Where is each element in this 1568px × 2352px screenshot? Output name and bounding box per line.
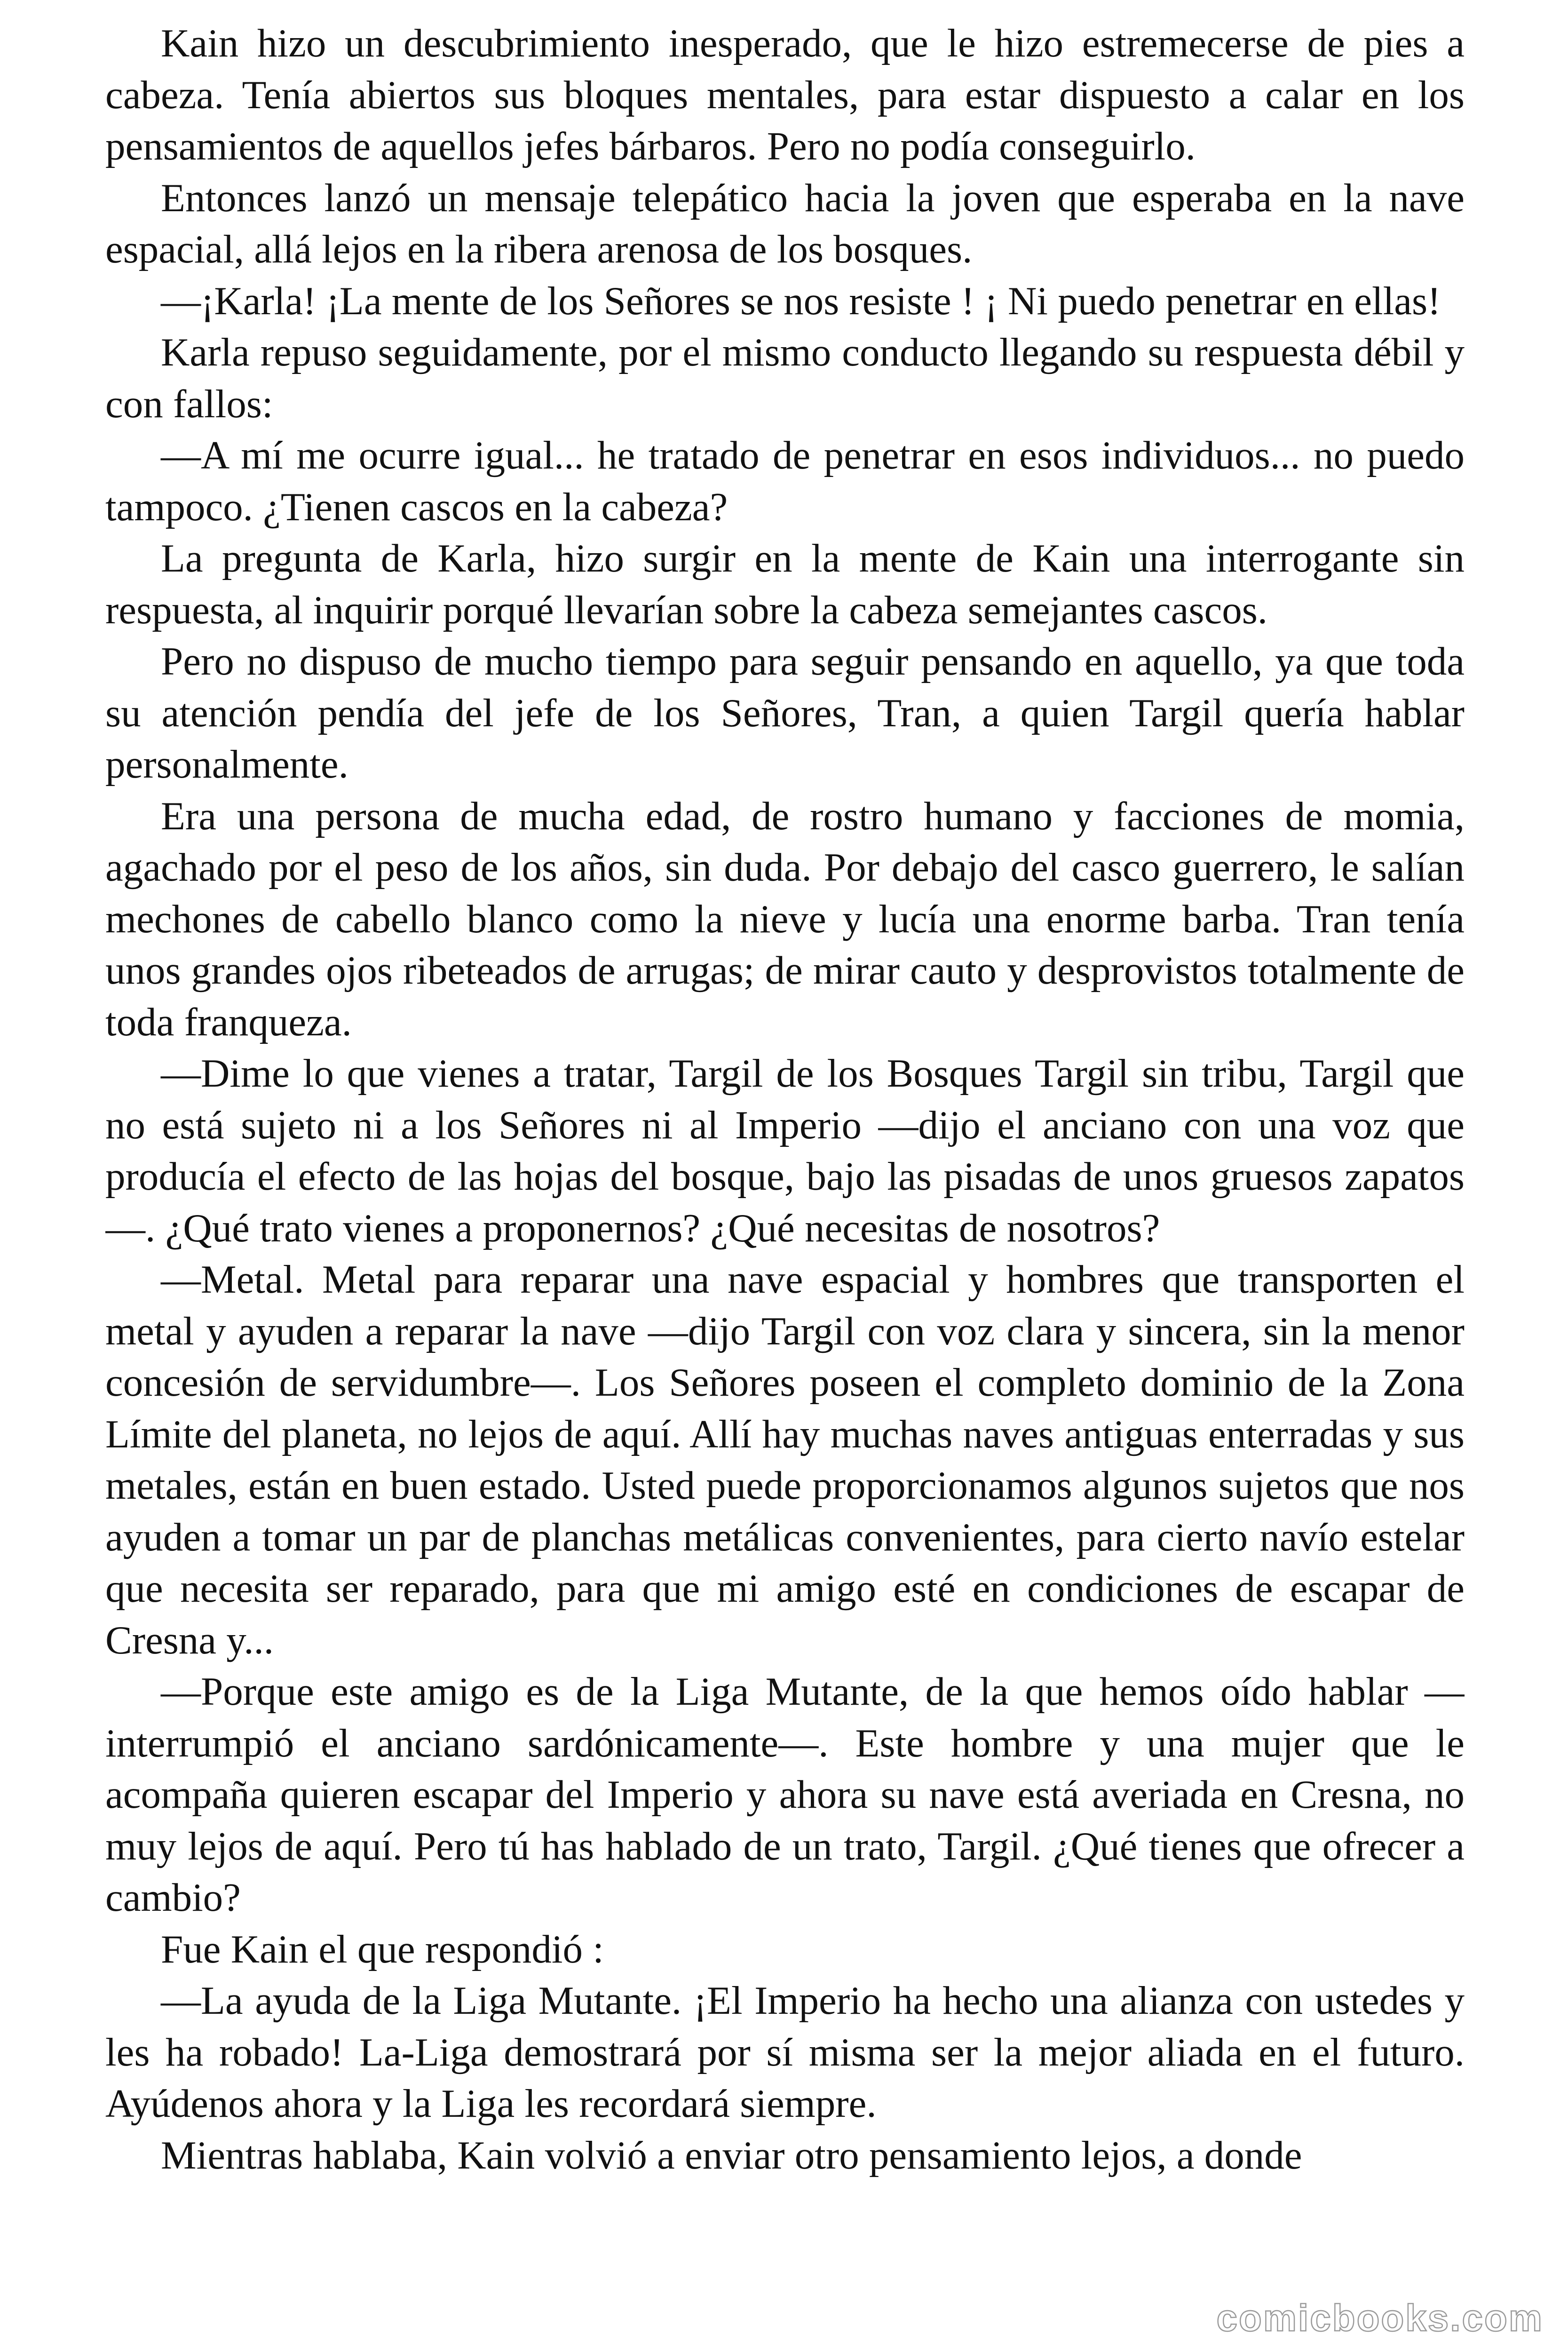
paragraph: La pregunta de Karla, hizo surgir en la mente de Kain una interrogante sin respuesta, al inquirir porqué llevarían sobre la cabeza semejantes cascos.	[105, 536, 1465, 632]
paragraph: —Porque este amigo es de la Liga Mutante, de la que hemos oído hablar —interrumpió el anciano sardónicamente—. Este hombre y una mujer que le acompaña quieren escapar del Imperio y ahora su nave está averiada en Cresna, no muy lejos de aquí. Pero tú has hablado de un trato, Targil. ¿Qué tienes que ofrecer a cambio?	[105, 1669, 1465, 1920]
paragraph: Era una persona de mucha edad, de rostro humano y facciones de momia, agachado por el peso de los años, sin duda. Por debajo del casco guerrero, le salían mechones de cabello blanco como la nieve y lucía una enorme barba. Tran tenía unos grandes ojos ribeteados de arrugas; de mirar cauto y desprovistos totalmente de toda franqueza.	[105, 794, 1465, 1044]
watermark: comicbooks.com	[1216, 2297, 1544, 2339]
paragraph: Entonces lanzó un mensaje telepático hacia la joven que esperaba en la nave espacial, allá lejos en la ribera arenosa de los bosques.	[105, 175, 1465, 271]
paragraph: —¡Karla! ¡La mente de los Señores se nos resiste ! ¡ Ni puedo penetrar en ellas!	[161, 278, 1441, 323]
paragraph: —Metal. Metal para reparar una nave espacial y hombres que transporten el metal y ayuden a reparar la nave —dijo Targil con voz clara y sincera, sin la menor concesión de servidumbre—. Los Señores poseen el completo dominio de la Zona Límite del planeta, no lejos de aquí. Allí hay muchas naves antiguas enterradas y sus metales, están en buen estado. Usted puede proporcionamos algunos sujetos que nos ayuden a tomar un par de planchas metálicas convenientes, para cierto navío estelar que necesita ser reparado, para que mi amigo esté en condiciones de escapar de Cresna y...	[105, 1257, 1465, 1662]
paragraph: —A mí me ocurre igual... he tratado de penetrar en esos individuos... no puedo tampoco. ¿Tienen cascos en la cabeza?	[105, 433, 1465, 529]
paragraph: Pero no dispuso de mucho tiempo para seguir pensando en aquello, ya que toda su atención pendía del jefe de los Señores, Tran, a quien Targil quería hablar personalmente.	[105, 639, 1465, 787]
document-page	[105, 18, 1465, 2323]
paragraph: —La ayuda de la Liga Mutante. ¡El Imperio ha hecho una alianza con ustedes y les ha robado! La-Liga demostrará por sí misma ser la mejor aliada en el futuro. Ayúdenos ahora y la Liga les recordará siempre.	[105, 1979, 1465, 2126]
paragraph: Mientras hablaba, Kain volvió a enviar otro pensamiento lejos, a donde	[161, 2133, 1302, 2177]
paragraph: Kain hizo un descubrimiento inesperado, que le hizo estremecerse de pies a cabeza. Tenía abiertos sus bloques mentales, para estar dispuesto a calar en los pensamientos de aquellos jefes bárbaros. Pero no podía conseguirlo.	[105, 21, 1465, 168]
paragraph: —Dime lo que vienes a tratar, Targil de los Bosques Targil sin tribu, Targil que no está sujeto ni a los Señores ni al Imperio —dijo el anciano con una voz que producía el efecto de las hojas del bosque, bajo las pisadas de unos gruesos zapatos—. ¿Qué trato vienes a proponernos? ¿Qué necesitas de nosotros?	[105, 1051, 1465, 1250]
paragraph: Fue Kain el que respondió :	[161, 1927, 604, 1971]
paragraph: Karla repuso seguidamente, por el mismo conducto llegando su respuesta débil y con fallos:	[105, 330, 1465, 426]
